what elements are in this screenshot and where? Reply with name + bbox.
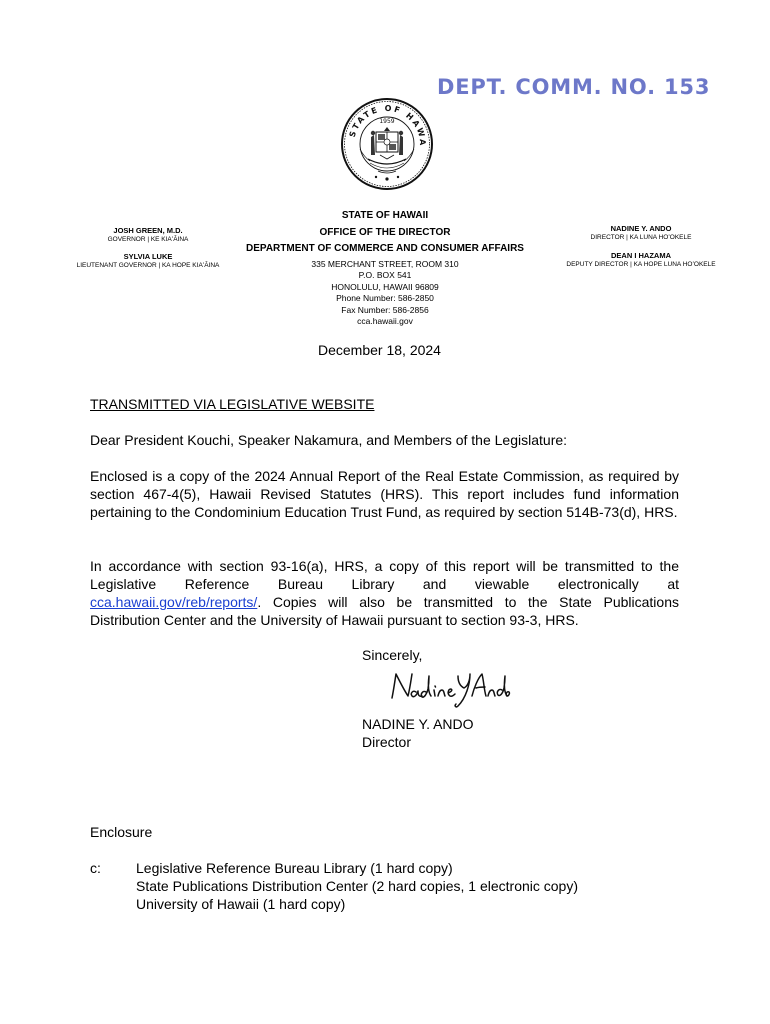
signer-title: Director bbox=[362, 734, 412, 750]
address-fax: Fax Number: 586-2856 bbox=[341, 304, 429, 315]
letterhead-office: OFFICE OF THE DIRECTOR bbox=[319, 226, 451, 238]
paragraph-2-tail: . Copies will also be transmitted to the State Publications Distribution Center and the University of Hawaii pursuant to section 93-3, HRS. bbox=[90, 594, 679, 628]
signer-block bbox=[362, 715, 474, 751]
director-block bbox=[560, 224, 722, 269]
letterhead-department: DEPARTMENT OF COMMERCE AND CONSUMER AFFAIRS bbox=[246, 243, 524, 254]
letterhead-address bbox=[200, 259, 570, 329]
closing: Sincerely, bbox=[362, 647, 423, 663]
salutation: Dear President Kouchi, Speaker Nakamura, and Members of the Legislature: bbox=[90, 432, 568, 448]
governor-title: GOVERNOR | KE KIAʻĀINA bbox=[107, 236, 189, 243]
address-website: cca.hawaii.gov bbox=[357, 316, 413, 327]
address-street: 335 MERCHANT STREET, ROOM 310 bbox=[311, 258, 459, 269]
cc-recipient: University of Hawaii (1 hard copy) bbox=[136, 896, 346, 912]
paragraph-2-lead: In accordance with section 93-16(a), HRS, a copy of this report will be transmitted to the Legislative Reference Bureau Library and viewable electronically at bbox=[90, 558, 679, 592]
lieutenant-governor-title: LIEUTENANT GOVERNOR | KA HOPE KIAʻĀINA bbox=[76, 262, 220, 269]
cc-label: c: bbox=[90, 860, 101, 876]
signer-name: NADINE Y. ANDO bbox=[362, 716, 474, 732]
director-title-header: DIRECTOR | KA LUNA HOʻOKELE bbox=[590, 234, 692, 241]
transmittal-note: TRANSMITTED VIA LEGISLATIVE WEBSITE bbox=[90, 396, 375, 412]
cc-recipient: Legislative Reference Bureau Library (1 hard copy) bbox=[136, 860, 453, 876]
director-name-header: NADINE Y. ANDO bbox=[610, 224, 672, 233]
seal-ring-text: STATE OF HAWA bbox=[347, 103, 428, 148]
body-paragraph-2 bbox=[90, 557, 679, 629]
enclosure-label: Enclosure bbox=[90, 824, 153, 840]
seal-year: 1959 bbox=[379, 118, 395, 125]
deputy-director-title: DEPUTY DIRECTOR | KA HOPE LUNA HOʻOKELE bbox=[566, 261, 716, 268]
deputy-director-name: DEAN I HAZAMA bbox=[611, 251, 671, 260]
state-seal bbox=[340, 97, 434, 191]
cc-recipient-list bbox=[136, 859, 578, 913]
cc-recipient: State Publications Distribution Center (2 hard copies, 1 electronic copy) bbox=[136, 878, 578, 894]
letterhead bbox=[200, 208, 570, 328]
handwritten-signature bbox=[386, 668, 511, 710]
reports-link[interactable]: cca.hawaii.gov/reb/reports/ bbox=[90, 594, 258, 610]
letterhead-state: STATE OF HAWAII bbox=[341, 210, 429, 221]
lieutenant-governor-name: SYLVIA LUKE bbox=[123, 252, 173, 261]
address-city: HONOLULU, HAWAII 96809 bbox=[331, 281, 439, 292]
address-po-box: P.O. BOX 541 bbox=[358, 270, 412, 281]
department-communication-stamp: DEPT. COMM. NO. 153 bbox=[437, 75, 711, 99]
letter-date: December 18, 2024 bbox=[318, 342, 441, 358]
body-paragraph-1: Enclosed is a copy of the 2024 Annual Report of the Real Estate Commission, as required by section 467-4(5), Hawaii Revised Statutes (HRS). This report includes fund information pertaining to the Condominium Education Trust Fund, as required by section 514B-73(d), HRS. bbox=[90, 468, 679, 520]
governor-name: JOSH GREEN, M.D. bbox=[113, 226, 183, 235]
address-phone: Phone Number: 586-2850 bbox=[336, 293, 434, 304]
